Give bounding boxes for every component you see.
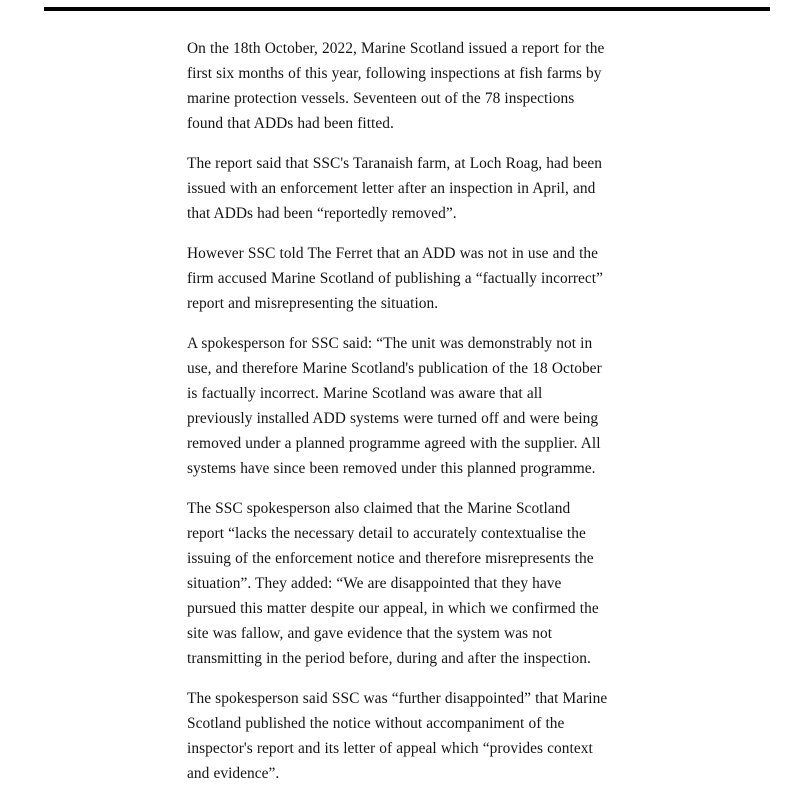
top-horizontal-rule xyxy=(44,7,770,11)
paragraph: The SSC spokesperson also claimed that the Marine Scotland report “lacks the necessary detail to accurately contextualise the issuing of the enforcement notice and therefore misrepresents the situation”. They added: “We are disappointed that they have pursued this matter despite our appeal, in which we confirmed the site was fallow, and gave evidence that the system was not transmitting in the period before, during and after the inspection. xyxy=(187,500,599,667)
paragraph: However SSC told The Ferret that an ADD was not in use and the firm accused Marine Scotland of publishing a “factually incorrect” report and misrepresenting the situation. xyxy=(187,245,604,312)
article-body xyxy=(187,36,611,786)
paragraph: The report said that SSC's Taranaish farm, at Loch Roag, had been issued with an enforcement letter after an inspection in April, and that ADDs had been “reportedly removed”. xyxy=(187,155,603,222)
paragraph: On the 18th October, 2022, Marine Scotland issued a report for the first six months of this year, following inspections at fish farms by marine protection vessels. Seventeen out of the 78 inspections found that ADDs had been fitted. xyxy=(187,40,605,132)
paragraph: A spokesperson for SSC said: “The unit was demonstrably not in use, and therefore Marine Scotland's publication of the 18 October is factually incorrect. Marine Scotland was aware that all previously installed ADD systems were turned off and were being removed under a planned programme agreed with the supplier. All systems have since been removed under this planned programme. xyxy=(187,335,602,477)
paragraph: The spokesperson said SSC was “further disappointed” that Marine Scotland published the notice without accompaniment of the inspector's report and its letter of appeal which “provides context and evidence”. xyxy=(187,690,608,782)
